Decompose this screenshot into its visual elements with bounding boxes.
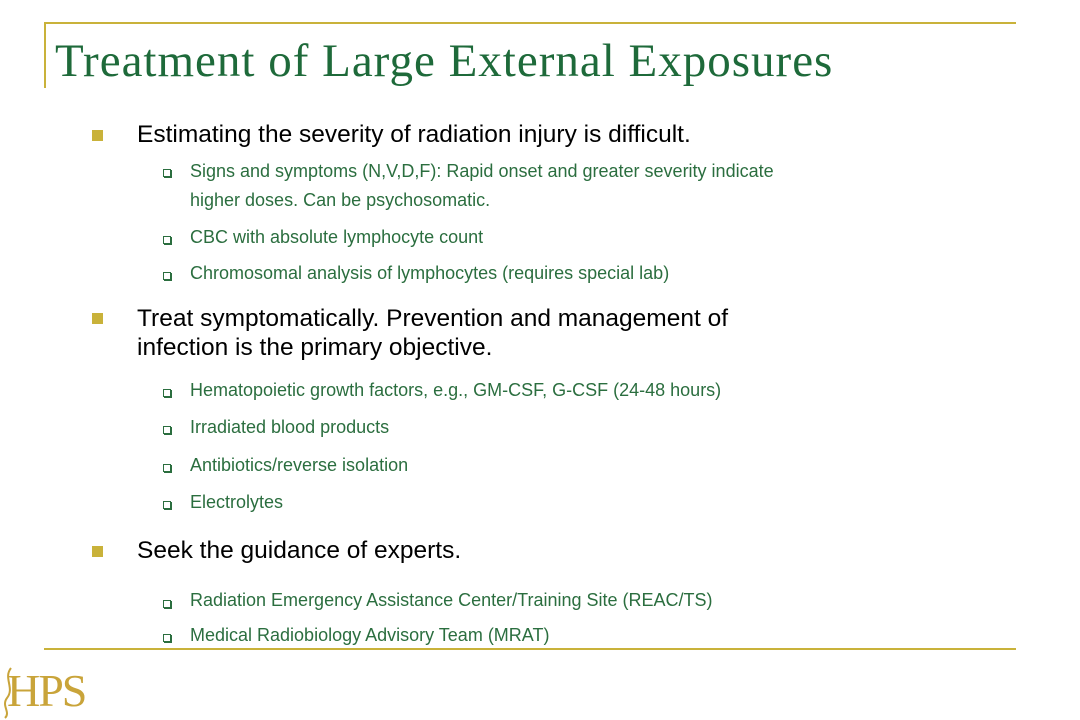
bullet-3-text: Seek the guidance of experts. [137, 537, 462, 564]
logo-vine-icon [1, 664, 17, 720]
sub-bullet-1-1-line2: higher doses. Can be psychosomatic. [190, 190, 491, 210]
sub-bullet-2-2: Irradiated blood products [190, 417, 390, 437]
sub-bullet-3-1: Radiation Emergency Assistance Center/Training Site (REAC/TS) [190, 590, 713, 610]
bullet-square-icon [92, 130, 103, 141]
sub-bullet-3-2: Medical Radiobiology Advisory Team (MRAT) [190, 625, 550, 645]
checkbox-bullet-icon [163, 236, 171, 244]
bottom-rule [44, 648, 1016, 650]
sub-bullet-1-2: CBC with absolute lymphocyte count [190, 227, 484, 247]
checkbox-bullet-icon [163, 272, 171, 280]
bullet-square-icon [92, 313, 103, 324]
hps-logo [7, 664, 85, 717]
left-rule [44, 22, 46, 88]
sub-bullet-1-1-line1: Signs and symptoms (N,V,D,F): Rapid onset and greater severity indicate [190, 161, 774, 181]
sub-bullet-2-4: Electrolytes [190, 492, 284, 512]
slide-title: Treatment of Large External Exposures [55, 35, 834, 87]
checkbox-bullet-icon [163, 634, 171, 642]
bullet-square-icon [92, 546, 103, 557]
bullet-2-text-line1: Treat symptomatically. Prevention and management of [137, 305, 729, 332]
bullet-2-text-line2: infection is the primary objective. [137, 334, 493, 361]
sub-bullet-1-3: Chromosomal analysis of lymphocytes (requires special lab) [190, 263, 670, 283]
checkbox-bullet-icon [163, 464, 171, 472]
checkbox-bullet-icon [163, 169, 171, 177]
sub-bullet-2-3: Antibiotics/reverse isolation [190, 455, 409, 475]
checkbox-bullet-icon [163, 389, 171, 397]
top-rule [44, 22, 1016, 24]
checkbox-bullet-icon [163, 501, 171, 509]
sub-bullet-2-1: Hematopoietic growth factors, e.g., GM-CSF, G-CSF (24-48 hours) [190, 380, 722, 400]
logo-text: HPS [7, 665, 86, 716]
bullet-1-text: Estimating the severity of radiation injury is difficult. [137, 121, 691, 148]
checkbox-bullet-icon [163, 600, 171, 608]
checkbox-bullet-icon [163, 426, 171, 434]
